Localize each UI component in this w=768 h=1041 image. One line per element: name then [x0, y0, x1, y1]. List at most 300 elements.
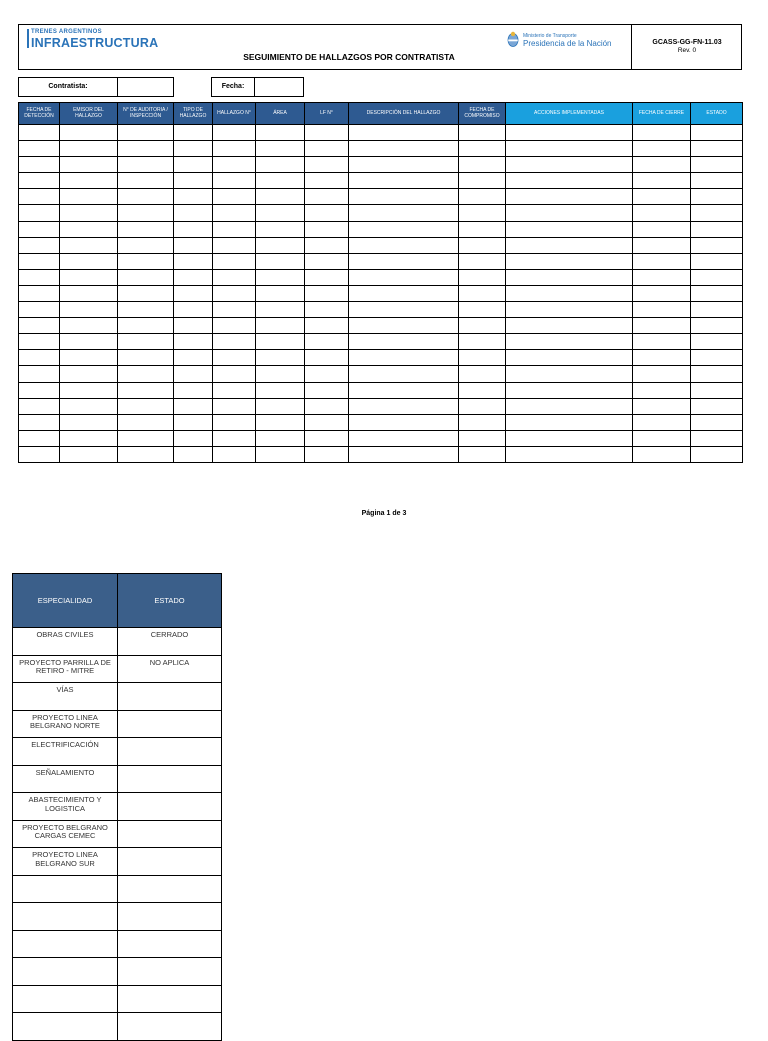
estado-cell[interactable]	[118, 793, 222, 821]
table-cell[interactable]	[118, 173, 174, 189]
table-cell[interactable]	[633, 173, 691, 189]
table-cell[interactable]	[506, 253, 633, 269]
table-cell[interactable]	[174, 157, 213, 173]
table-cell[interactable]	[459, 269, 506, 285]
table-cell[interactable]	[349, 382, 459, 398]
table-row	[19, 237, 743, 253]
table-cell[interactable]	[691, 350, 743, 366]
table-cell[interactable]	[305, 350, 349, 366]
table-cell[interactable]	[118, 414, 174, 430]
table-cell[interactable]	[174, 334, 213, 350]
table-cell[interactable]	[691, 285, 743, 301]
table-cell[interactable]	[459, 430, 506, 446]
table-cell[interactable]	[633, 189, 691, 205]
table-cell[interactable]	[349, 173, 459, 189]
especialidad-cell[interactable]: SEÑALAMIENTO	[13, 765, 118, 793]
estado-cell[interactable]	[118, 710, 222, 738]
table-cell[interactable]	[60, 221, 118, 237]
table-cell[interactable]	[633, 285, 691, 301]
especialidad-cell[interactable]: PROYECTO LINEA BELGRANO NORTE	[13, 710, 118, 738]
table-cell[interactable]	[305, 398, 349, 414]
table-cell[interactable]	[459, 189, 506, 205]
table-row	[19, 173, 743, 189]
table-cell[interactable]	[459, 446, 506, 462]
table-cell[interactable]	[174, 189, 213, 205]
table-cell[interactable]	[256, 382, 305, 398]
table-cell[interactable]	[60, 414, 118, 430]
table-cell[interactable]	[691, 205, 743, 221]
especialidad-cell[interactable]	[13, 903, 118, 931]
estado-cell[interactable]	[118, 820, 222, 848]
table-cell[interactable]	[256, 302, 305, 318]
table-cell[interactable]	[256, 173, 305, 189]
table-cell[interactable]	[174, 302, 213, 318]
especialidad-cell[interactable]: PROYECTO LINEA BELGRANO SUR	[13, 848, 118, 876]
table-cell[interactable]	[213, 189, 256, 205]
table-cell[interactable]	[506, 205, 633, 221]
especialidad-cell[interactable]	[13, 930, 118, 958]
table-cell[interactable]	[19, 141, 60, 157]
table-cell[interactable]	[305, 157, 349, 173]
table-cell[interactable]	[459, 221, 506, 237]
table-cell[interactable]	[19, 318, 60, 334]
table-cell[interactable]	[256, 446, 305, 462]
table-cell[interactable]	[633, 334, 691, 350]
estado-cell[interactable]	[118, 738, 222, 766]
table-cell[interactable]	[174, 125, 213, 141]
table-cell[interactable]	[459, 366, 506, 382]
table-cell[interactable]	[213, 141, 256, 157]
table-cell[interactable]	[349, 189, 459, 205]
especialidad-cell[interactable]	[13, 958, 118, 986]
table-cell[interactable]	[349, 414, 459, 430]
table-cell[interactable]	[256, 398, 305, 414]
table-cell[interactable]	[60, 189, 118, 205]
table-cell[interactable]	[256, 253, 305, 269]
table-cell[interactable]	[506, 430, 633, 446]
table-cell[interactable]	[60, 366, 118, 382]
table-cell[interactable]	[118, 253, 174, 269]
table-cell[interactable]	[174, 237, 213, 253]
table-cell[interactable]	[349, 398, 459, 414]
especialidad-cell[interactable]	[13, 875, 118, 903]
table-cell[interactable]	[213, 237, 256, 253]
table-cell[interactable]	[633, 430, 691, 446]
table-cell[interactable]	[349, 157, 459, 173]
table-cell[interactable]	[459, 157, 506, 173]
table-cell[interactable]	[305, 173, 349, 189]
table-cell[interactable]	[213, 334, 256, 350]
table-cell[interactable]	[691, 366, 743, 382]
table-cell[interactable]	[506, 141, 633, 157]
table-cell[interactable]	[349, 318, 459, 334]
table-cell[interactable]	[459, 253, 506, 269]
table-cell[interactable]	[506, 366, 633, 382]
table-cell[interactable]	[459, 398, 506, 414]
table-cell[interactable]	[633, 253, 691, 269]
estado-cell[interactable]: NO APLICA	[118, 655, 222, 683]
table-cell[interactable]	[506, 237, 633, 253]
table-cell[interactable]	[506, 125, 633, 141]
logo-subtitle: TRENES ARGENTINOS	[31, 29, 102, 35]
table-cell[interactable]	[691, 446, 743, 462]
column-header: TIPO DE HALLAZGO	[174, 103, 213, 125]
table-cell[interactable]	[60, 205, 118, 221]
table-cell[interactable]	[506, 350, 633, 366]
table-cell[interactable]	[60, 398, 118, 414]
table-cell[interactable]	[691, 173, 743, 189]
table-row	[19, 285, 743, 301]
table-cell[interactable]	[633, 269, 691, 285]
table-cell[interactable]	[213, 398, 256, 414]
table-cell[interactable]	[459, 414, 506, 430]
table-cell[interactable]	[506, 382, 633, 398]
table-cell[interactable]	[256, 221, 305, 237]
table-cell[interactable]	[60, 430, 118, 446]
table-cell[interactable]	[506, 334, 633, 350]
especialidad-cell[interactable]: ELECTRIFICACIÓN	[13, 738, 118, 766]
table-cell[interactable]	[691, 221, 743, 237]
table-cell[interactable]	[19, 269, 60, 285]
table-cell[interactable]	[174, 221, 213, 237]
especialidad-cell[interactable]: OBRAS CIVILES	[13, 628, 118, 656]
table-cell[interactable]	[349, 205, 459, 221]
table-cell[interactable]	[305, 414, 349, 430]
especialidad-cell[interactable]	[13, 985, 118, 1013]
table-cell[interactable]	[633, 366, 691, 382]
table-cell[interactable]	[633, 350, 691, 366]
table-cell[interactable]	[60, 382, 118, 398]
table-cell[interactable]	[459, 382, 506, 398]
table-cell[interactable]	[60, 125, 118, 141]
table-cell[interactable]	[459, 302, 506, 318]
table-cell[interactable]	[633, 221, 691, 237]
table-cell[interactable]	[506, 446, 633, 462]
table-cell[interactable]	[118, 141, 174, 157]
estado-cell[interactable]	[118, 683, 222, 711]
estado-cell[interactable]	[118, 903, 222, 931]
table-cell[interactable]	[19, 189, 60, 205]
table-cell[interactable]	[459, 237, 506, 253]
table-cell[interactable]	[349, 430, 459, 446]
table-cell[interactable]	[174, 350, 213, 366]
table-cell[interactable]	[174, 285, 213, 301]
table-cell[interactable]	[60, 334, 118, 350]
table-cell[interactable]	[213, 285, 256, 301]
table-cell[interactable]	[256, 334, 305, 350]
table-cell[interactable]	[19, 285, 60, 301]
table-cell[interactable]	[506, 189, 633, 205]
table-cell[interactable]	[118, 334, 174, 350]
table-cell[interactable]	[174, 366, 213, 382]
table-cell[interactable]	[174, 382, 213, 398]
table-cell[interactable]	[691, 157, 743, 173]
table-cell[interactable]	[60, 269, 118, 285]
table-cell[interactable]	[256, 414, 305, 430]
table-cell[interactable]	[60, 302, 118, 318]
table-cell[interactable]	[19, 157, 60, 173]
table-row	[19, 205, 743, 221]
table-cell[interactable]	[349, 285, 459, 301]
table-cell[interactable]	[19, 414, 60, 430]
table-cell[interactable]	[691, 125, 743, 141]
table-cell[interactable]	[691, 334, 743, 350]
table-cell[interactable]	[305, 253, 349, 269]
table-cell[interactable]	[174, 414, 213, 430]
table-cell[interactable]	[213, 430, 256, 446]
table-cell[interactable]	[305, 125, 349, 141]
table-cell[interactable]	[691, 414, 743, 430]
table-cell[interactable]	[118, 269, 174, 285]
table-cell[interactable]	[506, 173, 633, 189]
table-cell[interactable]	[305, 334, 349, 350]
especialidad-row	[13, 628, 222, 656]
table-cell[interactable]	[256, 157, 305, 173]
table-cell[interactable]	[19, 334, 60, 350]
table-cell[interactable]	[633, 414, 691, 430]
table-cell[interactable]	[691, 141, 743, 157]
table-cell[interactable]	[305, 366, 349, 382]
estado-cell[interactable]	[118, 985, 222, 1013]
table-cell[interactable]	[459, 141, 506, 157]
table-cell[interactable]	[19, 237, 60, 253]
especialidad-row	[13, 930, 222, 958]
table-cell[interactable]	[256, 141, 305, 157]
table-cell[interactable]	[691, 253, 743, 269]
table-cell[interactable]	[174, 269, 213, 285]
table-cell[interactable]	[256, 269, 305, 285]
table-cell[interactable]	[60, 350, 118, 366]
table-cell[interactable]	[633, 382, 691, 398]
table-cell[interactable]	[60, 318, 118, 334]
table-cell[interactable]	[506, 285, 633, 301]
table-cell[interactable]	[60, 141, 118, 157]
table-cell[interactable]	[305, 237, 349, 253]
table-cell[interactable]	[213, 125, 256, 141]
table-cell[interactable]	[213, 302, 256, 318]
document-code: GCASS-GG-FN-11.03	[652, 39, 722, 46]
column-header: LF N°	[305, 103, 349, 125]
table-cell[interactable]	[118, 382, 174, 398]
estado-cell[interactable]	[118, 848, 222, 876]
table-cell[interactable]	[305, 205, 349, 221]
table-cell[interactable]	[305, 446, 349, 462]
table-cell[interactable]	[691, 382, 743, 398]
table-cell[interactable]	[459, 173, 506, 189]
table-cell[interactable]	[459, 125, 506, 141]
table-cell[interactable]	[174, 173, 213, 189]
table-cell[interactable]	[349, 302, 459, 318]
especialidad-row	[13, 793, 222, 821]
table-cell[interactable]	[349, 366, 459, 382]
table-cell[interactable]	[19, 350, 60, 366]
table-cell[interactable]	[19, 221, 60, 237]
table-cell[interactable]	[174, 398, 213, 414]
table-row	[19, 125, 743, 141]
table-cell[interactable]	[213, 446, 256, 462]
especialidad-cell[interactable]: PROYECTO BELGRANO CARGAS CEMEC	[13, 820, 118, 848]
table-cell[interactable]	[506, 269, 633, 285]
fecha-field[interactable]	[254, 77, 304, 97]
table-cell[interactable]	[256, 285, 305, 301]
table-cell[interactable]	[213, 382, 256, 398]
table-cell[interactable]	[118, 285, 174, 301]
table-cell[interactable]	[506, 398, 633, 414]
table-cell[interactable]	[19, 302, 60, 318]
table-cell[interactable]	[305, 302, 349, 318]
table-cell[interactable]	[633, 205, 691, 221]
table-cell[interactable]	[349, 446, 459, 462]
table-cell[interactable]	[459, 318, 506, 334]
table-cell[interactable]	[19, 253, 60, 269]
table-cell[interactable]	[506, 318, 633, 334]
table-cell[interactable]	[256, 205, 305, 221]
table-cell[interactable]	[118, 205, 174, 221]
table-cell[interactable]	[60, 237, 118, 253]
table-cell[interactable]	[691, 237, 743, 253]
table-cell[interactable]	[118, 318, 174, 334]
table-cell[interactable]	[60, 285, 118, 301]
table-cell[interactable]	[691, 398, 743, 414]
table-cell[interactable]	[118, 221, 174, 237]
table-row	[19, 302, 743, 318]
estado-cell[interactable]	[118, 765, 222, 793]
estado-cell[interactable]	[118, 930, 222, 958]
table-cell[interactable]	[213, 221, 256, 237]
table-cell[interactable]	[633, 318, 691, 334]
table-cell[interactable]	[349, 334, 459, 350]
table-cell[interactable]	[349, 350, 459, 366]
table-cell[interactable]	[633, 398, 691, 414]
estado-cell[interactable]	[118, 875, 222, 903]
table-cell[interactable]	[118, 350, 174, 366]
table-cell[interactable]	[459, 285, 506, 301]
column-header: FECHA DE DETECCIÓN	[19, 103, 60, 125]
table-cell[interactable]	[459, 334, 506, 350]
table-cell[interactable]	[256, 366, 305, 382]
table-cell[interactable]	[174, 446, 213, 462]
table-cell[interactable]	[19, 446, 60, 462]
table-cell[interactable]	[459, 205, 506, 221]
table-cell[interactable]	[305, 430, 349, 446]
table-cell[interactable]	[19, 382, 60, 398]
especialidad-cell[interactable]: ABASTECIMIENTO Y LOGISTICA	[13, 793, 118, 821]
table-cell[interactable]	[633, 141, 691, 157]
table-cell[interactable]	[459, 350, 506, 366]
table-cell[interactable]	[19, 173, 60, 189]
table-cell[interactable]	[633, 125, 691, 141]
table-cell[interactable]	[213, 205, 256, 221]
table-cell[interactable]	[213, 269, 256, 285]
estado-cell[interactable]	[118, 1013, 222, 1041]
table-cell[interactable]	[256, 125, 305, 141]
table-cell[interactable]	[118, 189, 174, 205]
table-cell[interactable]	[118, 398, 174, 414]
especialidad-cell[interactable]: PROYECTO PARRILLA DE RETIRO - MITRE	[13, 655, 118, 683]
table-cell[interactable]	[213, 173, 256, 189]
estado-cell[interactable]	[118, 958, 222, 986]
table-cell[interactable]	[349, 141, 459, 157]
table-cell[interactable]	[118, 157, 174, 173]
table-cell[interactable]	[60, 446, 118, 462]
table-cell[interactable]	[256, 430, 305, 446]
especialidad-cell[interactable]: VÍAS	[13, 683, 118, 711]
table-cell[interactable]	[506, 221, 633, 237]
table-cell[interactable]	[174, 141, 213, 157]
table-cell[interactable]	[349, 269, 459, 285]
table-cell[interactable]	[118, 366, 174, 382]
table-cell[interactable]	[174, 253, 213, 269]
table-cell[interactable]	[305, 318, 349, 334]
table-cell[interactable]	[691, 269, 743, 285]
table-cell[interactable]	[174, 205, 213, 221]
table-cell[interactable]	[118, 446, 174, 462]
table-cell[interactable]	[118, 302, 174, 318]
table-cell[interactable]	[633, 446, 691, 462]
table-cell[interactable]	[305, 221, 349, 237]
table-cell[interactable]	[633, 302, 691, 318]
table-cell[interactable]	[118, 430, 174, 446]
table-cell[interactable]	[213, 414, 256, 430]
table-cell[interactable]	[174, 430, 213, 446]
table-cell[interactable]	[256, 350, 305, 366]
table-cell[interactable]	[506, 302, 633, 318]
table-cell[interactable]	[213, 157, 256, 173]
table-cell[interactable]	[174, 318, 213, 334]
estado-cell[interactable]: CERRADO	[118, 628, 222, 656]
table-cell[interactable]	[691, 189, 743, 205]
table-cell[interactable]	[256, 189, 305, 205]
table-cell[interactable]	[256, 237, 305, 253]
table-cell[interactable]	[506, 414, 633, 430]
table-cell[interactable]	[213, 253, 256, 269]
table-cell[interactable]	[305, 141, 349, 157]
table-cell[interactable]	[691, 318, 743, 334]
table-cell[interactable]	[19, 205, 60, 221]
table-cell[interactable]	[60, 173, 118, 189]
table-cell[interactable]	[349, 253, 459, 269]
table-cell[interactable]	[506, 157, 633, 173]
especialidad-table	[12, 573, 222, 1041]
column-header: ÁREA	[256, 103, 305, 125]
contratista-field[interactable]	[117, 77, 174, 97]
especialidad-cell[interactable]	[13, 1013, 118, 1041]
table-cell[interactable]	[213, 318, 256, 334]
table-cell[interactable]	[256, 318, 305, 334]
table-cell[interactable]	[19, 430, 60, 446]
table-cell[interactable]	[349, 221, 459, 237]
table-cell[interactable]	[349, 237, 459, 253]
table-cell[interactable]	[691, 430, 743, 446]
table-cell[interactable]	[305, 189, 349, 205]
table-cell[interactable]	[213, 350, 256, 366]
table-cell[interactable]	[118, 125, 174, 141]
table-cell[interactable]	[633, 237, 691, 253]
table-cell[interactable]	[118, 237, 174, 253]
table-cell[interactable]	[213, 366, 256, 382]
table-cell[interactable]	[633, 157, 691, 173]
table-cell[interactable]	[19, 125, 60, 141]
table-cell[interactable]	[305, 285, 349, 301]
table-cell[interactable]	[349, 125, 459, 141]
table-cell[interactable]	[691, 302, 743, 318]
table-cell[interactable]	[305, 382, 349, 398]
table-cell[interactable]	[19, 398, 60, 414]
table-cell[interactable]	[60, 253, 118, 269]
table-cell[interactable]	[19, 366, 60, 382]
table-cell[interactable]	[60, 157, 118, 173]
table-cell[interactable]	[305, 269, 349, 285]
